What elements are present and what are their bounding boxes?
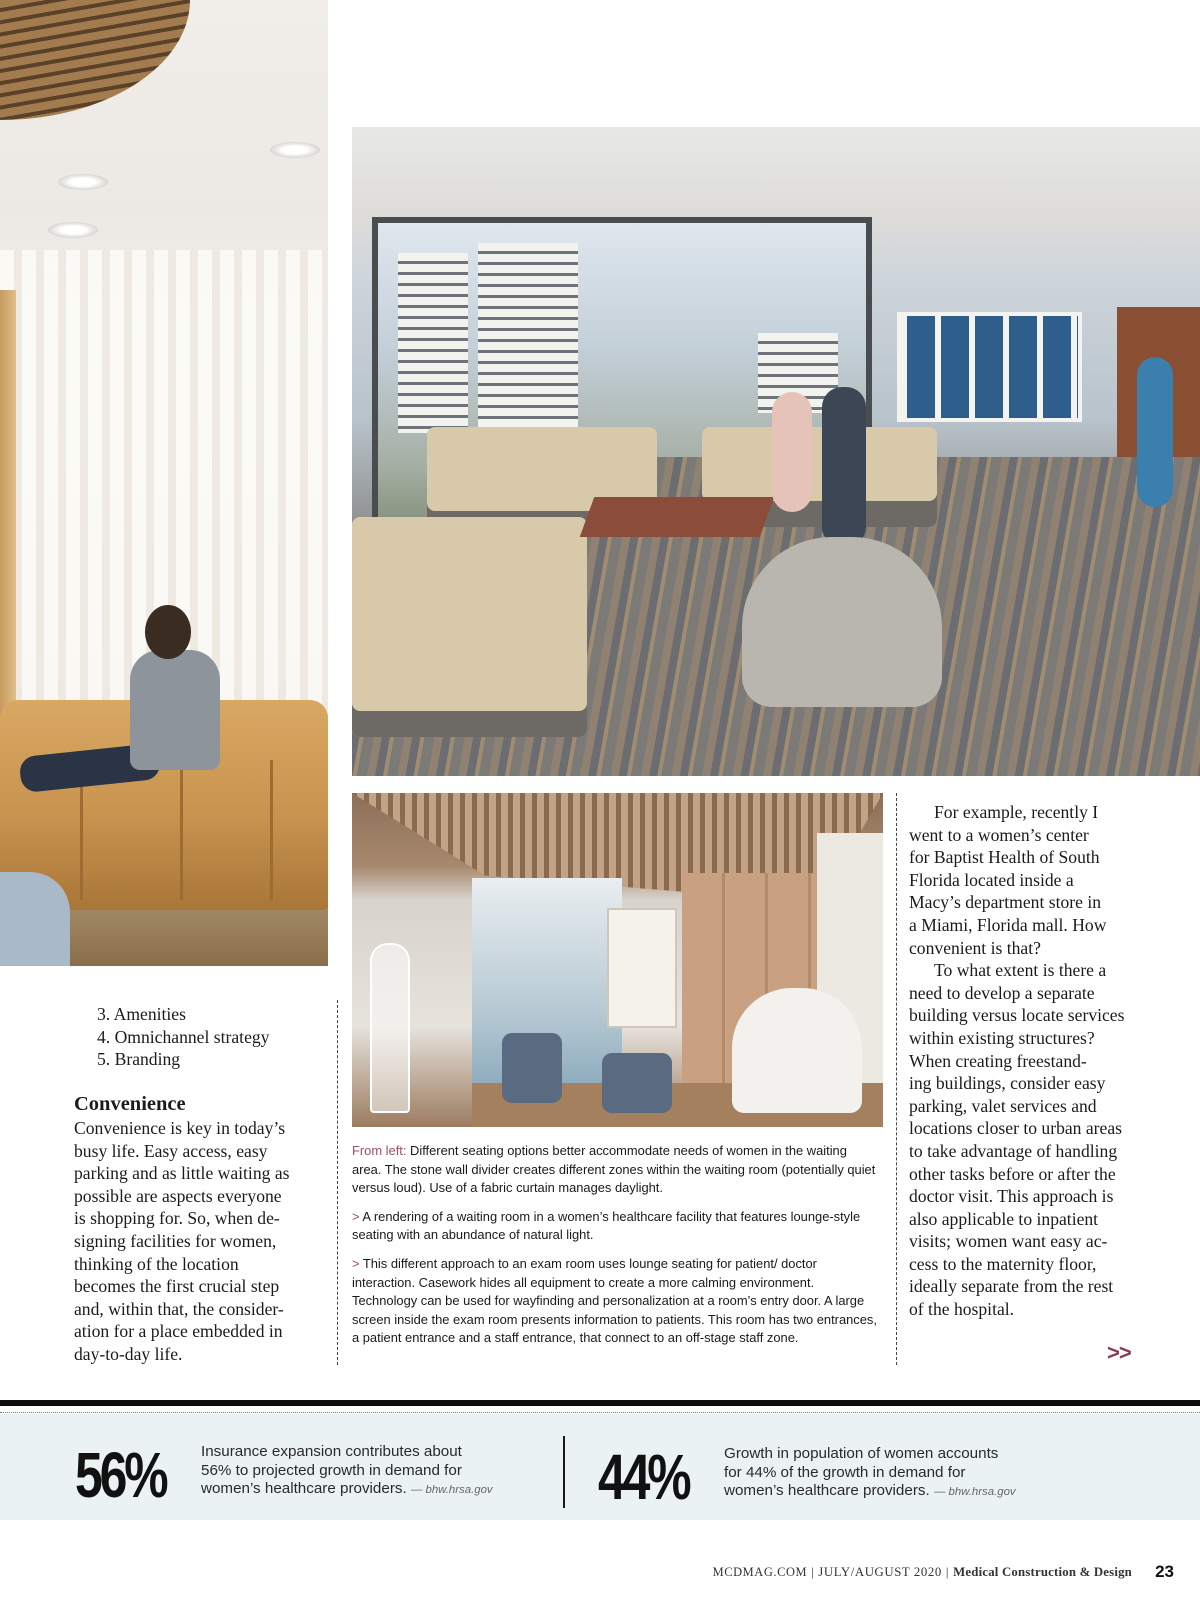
stat-block	[598, 1441, 1054, 1513]
stat-line: women’s healthcare providers.	[724, 1482, 930, 1500]
blue-chair	[602, 1053, 672, 1113]
beige-sofa	[352, 517, 587, 737]
body-line: other tasks before or after the	[909, 1163, 1116, 1184]
footer-publication: Medical Construction & Design	[953, 1565, 1132, 1579]
caption-text: Different seating options better accommodate needs of women in the waiting area. The stone wall divider creates different zones within the waiting room (potentially quiet versus loud). Use of a fabric curtain manages daylight.	[352, 1143, 876, 1196]
body-line: building versus locate services	[909, 1005, 1125, 1026]
column-divider	[896, 793, 897, 1365]
stat-divider	[563, 1436, 565, 1508]
list-item: 4. Omnichannel strategy	[97, 1026, 270, 1047]
sofa-seam	[270, 760, 273, 900]
body-line: also applicable to inpatient	[909, 1208, 1099, 1229]
walking-woman	[1137, 357, 1173, 507]
footer-separator: |	[811, 1565, 815, 1579]
body-line: parking, valet services and	[909, 1095, 1097, 1116]
body-line: Convenience is key in today’s	[74, 1118, 286, 1138]
caption-text: This different approach to an exam room uses lounge seating for patient/ doctor interaction. Casework hides all equipment to create a more calming environment. Technology can be used for wayfinding and personalization at a room’s entry door. A large screen inside the exam room presents information to patients. This room has two entrances, a patient entrance and a staff entrance, that connect to an off-stage staff zone.	[352, 1255, 877, 1346]
body-line: signing facilities for women,	[74, 1230, 277, 1251]
caption	[352, 1255, 879, 1348]
city-building	[398, 253, 468, 433]
footer-separator: |	[945, 1565, 950, 1579]
stat-line: Insurance expansion contributes about	[201, 1443, 462, 1460]
photo-waiting-room-lounge	[352, 127, 1200, 776]
body-line: day-to-day life.	[74, 1343, 183, 1364]
outline-figure	[370, 943, 410, 1113]
page-footer	[0, 1562, 1200, 1586]
body-line: cess to the maternity floor,	[909, 1253, 1097, 1274]
person-body	[130, 650, 220, 770]
seated-woman	[772, 392, 812, 512]
list-item: 3. Amenities	[97, 1004, 186, 1024]
stat-source: — bhw.hrsa.gov	[933, 1486, 1016, 1499]
body-line: ation for a place embedded in	[74, 1321, 283, 1342]
body-line: doctor visit. This approach is	[909, 1186, 1114, 1207]
stat-line: women’s healthcare providers.	[201, 1480, 407, 1498]
wood-ceiling-slats	[0, 0, 190, 120]
blue-shelving-unit	[897, 312, 1082, 422]
footer-issue: JULY/AUGUST 2020	[818, 1565, 942, 1579]
stat-number: 44%	[598, 1441, 689, 1513]
coffee-table	[580, 497, 775, 537]
paragraph	[909, 801, 1151, 959]
caption-text: A rendering of a waiting room in a women’s healthcare facility that features lounge-style seating with an abundance of natural light.	[352, 1208, 861, 1243]
numbered-list	[97, 1003, 327, 1071]
ceiling-light	[58, 174, 108, 190]
stat-source: — bhw.hrsa.gov	[410, 1484, 493, 1497]
section-heading: Convenience	[74, 1093, 186, 1115]
caption-marker: >	[352, 1208, 360, 1224]
photo-exam-room-rendering	[352, 793, 883, 1127]
caption-marker: >	[352, 1255, 360, 1271]
caption	[352, 1142, 879, 1198]
body-line: locations closer to urban areas	[909, 1118, 1122, 1139]
band-dotted-rule	[0, 1412, 1200, 1413]
body-line: within existing structures?	[909, 1027, 1095, 1048]
body-line: Macy’s department store in	[909, 892, 1102, 913]
footer-line	[713, 1565, 1132, 1580]
stat-line: for 44% of the growth in demand for	[724, 1463, 966, 1481]
body-line: When creating freestand-	[909, 1050, 1087, 1071]
caption	[352, 1208, 879, 1245]
blue-chair	[502, 1033, 562, 1103]
body-line: ing buildings, consider easy	[909, 1073, 1106, 1094]
body-line: and, within that, the consider-	[74, 1298, 284, 1319]
convenience-section	[74, 1092, 324, 1366]
sofa-seam	[180, 760, 183, 900]
information-screen	[607, 908, 677, 1028]
caption-lead: From left:	[352, 1143, 407, 1158]
body-line: to take advantage of handling	[909, 1140, 1118, 1161]
body-line: is shopping for. So, when de-	[74, 1208, 280, 1229]
stat-description	[201, 1443, 531, 1500]
body-line: parking and as little waiting as	[74, 1163, 290, 1184]
stat-line: Growth in population of women accounts	[724, 1445, 999, 1462]
page-number: 23	[1155, 1562, 1174, 1581]
body-line: For example, recently I	[934, 802, 1099, 822]
body-line: need to develop a separate	[909, 982, 1095, 1003]
ceiling-light	[270, 142, 320, 158]
column-divider	[337, 1000, 338, 1365]
body-line: Florida located inside a	[909, 869, 1074, 890]
body-line: a Miami, Florida mall. How	[909, 914, 1107, 935]
band-top-rule	[0, 1400, 1200, 1406]
gray-lounge-chair	[742, 537, 942, 707]
body-line: thinking of the location	[74, 1253, 239, 1274]
body-line: convenient is that?	[909, 937, 1041, 958]
ceiling-light	[48, 222, 98, 238]
blue-ottoman	[0, 872, 70, 966]
stat-line: 56% to projected growth in demand for	[201, 1461, 462, 1479]
right-column-text	[909, 801, 1151, 1321]
body-line: visits; women want easy ac-	[909, 1231, 1108, 1252]
body-line: of the hospital.	[909, 1299, 1015, 1320]
stat-description	[724, 1445, 1054, 1502]
body-line: possible are aspects everyone	[74, 1185, 282, 1206]
photo-captions	[352, 1142, 879, 1358]
body-line: went to a women’s center	[909, 824, 1089, 845]
list-item: 5. Branding	[97, 1049, 181, 1070]
stat-number: 56%	[75, 1439, 166, 1511]
curtain-edge	[0, 290, 16, 730]
white-lounge-chair	[732, 988, 862, 1113]
body-line: To what extent is there a	[934, 960, 1107, 981]
body-line: busy life. Easy access, easy	[74, 1140, 268, 1161]
paragraph	[909, 959, 1151, 1321]
footer-site: MCDMAG.COM	[712, 1565, 808, 1579]
city-building	[478, 243, 578, 433]
body-line: ideally separate from the rest	[909, 1276, 1114, 1297]
seated-man	[822, 387, 866, 547]
stat-block	[75, 1439, 531, 1511]
body-line: for Baptist Health of South	[909, 847, 1100, 868]
person-head	[145, 605, 191, 659]
photo-woman-reading-in-waiting-area	[0, 0, 328, 966]
body-line: becomes the first crucial step	[74, 1276, 280, 1297]
continue-marker: >>	[1107, 1340, 1131, 1365]
